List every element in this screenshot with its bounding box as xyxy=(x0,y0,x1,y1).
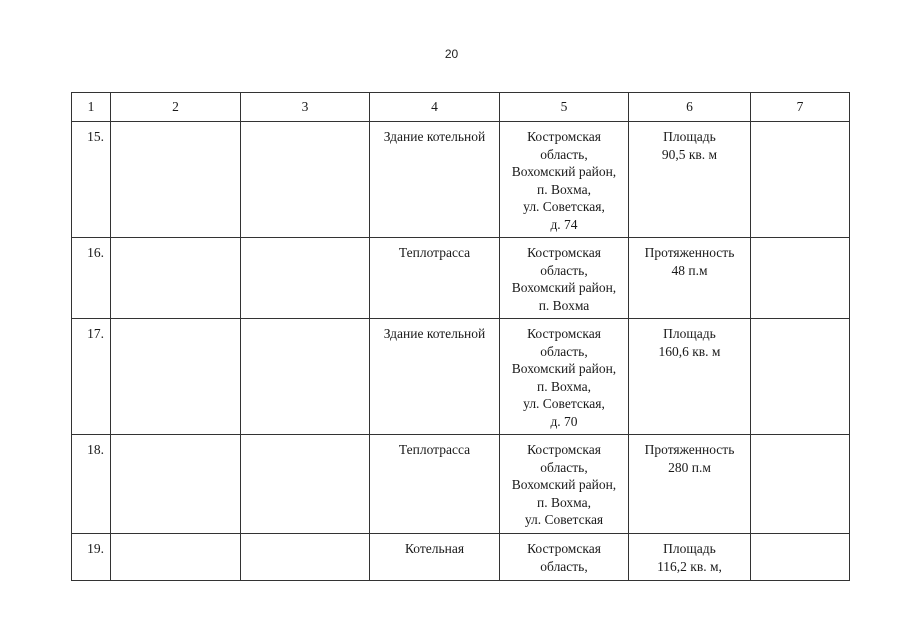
cell-col-2 xyxy=(111,435,241,534)
cell-col-7 xyxy=(751,122,850,238)
table-row xyxy=(72,238,850,319)
column-header-7: 7 xyxy=(751,93,850,122)
column-header-2: 2 xyxy=(111,93,241,122)
object-address: Костромская область, Вохомский район, п. Вохма, ул. Советская, д. 70 xyxy=(500,319,629,435)
cell-col-7 xyxy=(751,534,850,581)
column-header-4: 4 xyxy=(370,93,500,122)
row-number: 18. xyxy=(72,435,111,534)
cell-col-3 xyxy=(241,534,370,581)
cell-col-7 xyxy=(751,238,850,319)
cell-col-7 xyxy=(751,435,850,534)
column-header-6: 6 xyxy=(629,93,751,122)
table-row xyxy=(72,319,850,435)
cell-col-2 xyxy=(111,238,241,319)
property-table xyxy=(71,92,850,581)
row-number: 15. xyxy=(72,122,111,238)
cell-col-7 xyxy=(751,319,850,435)
table-row xyxy=(72,534,850,581)
object-address: Костромская область, Вохомский район, п. Вохма, ул. Советская xyxy=(500,435,629,534)
object-name: Здание котельной xyxy=(370,122,500,238)
cell-col-2 xyxy=(111,122,241,238)
cell-col-2 xyxy=(111,319,241,435)
object-characteristic: Площадь 160,6 кв. м xyxy=(629,319,751,435)
column-header-5: 5 xyxy=(500,93,629,122)
object-name: Теплотрасса xyxy=(370,435,500,534)
object-characteristic: Протяженность 280 п.м xyxy=(629,435,751,534)
row-number: 16. xyxy=(72,238,111,319)
cell-col-3 xyxy=(241,435,370,534)
object-address: Костромская область, xyxy=(500,534,629,581)
column-header-1: 1 xyxy=(72,93,111,122)
cell-col-3 xyxy=(241,238,370,319)
page-number: 20 xyxy=(444,47,459,61)
object-address: Костромская область, Вохомский район, п. Вохма xyxy=(500,238,629,319)
object-characteristic: Площадь 116,2 кв. м, xyxy=(629,534,751,581)
column-header-3: 3 xyxy=(241,93,370,122)
cell-col-3 xyxy=(241,122,370,238)
header-row xyxy=(72,93,850,122)
cell-col-2 xyxy=(111,534,241,581)
table-header xyxy=(72,93,850,122)
object-name: Здание котельной xyxy=(370,319,500,435)
row-number: 19. xyxy=(72,534,111,581)
row-number: 17. xyxy=(72,319,111,435)
object-name: Котельная xyxy=(370,534,500,581)
table-row xyxy=(72,435,850,534)
cell-col-3 xyxy=(241,319,370,435)
object-characteristic: Протяженность 48 п.м xyxy=(629,238,751,319)
object-characteristic: Площадь 90,5 кв. м xyxy=(629,122,751,238)
object-name: Теплотрасса xyxy=(370,238,500,319)
table-body xyxy=(72,122,850,581)
object-address: Костромская область, Вохомский район, п. Вохма, ул. Советская, д. 74 xyxy=(500,122,629,238)
table-row xyxy=(72,122,850,238)
